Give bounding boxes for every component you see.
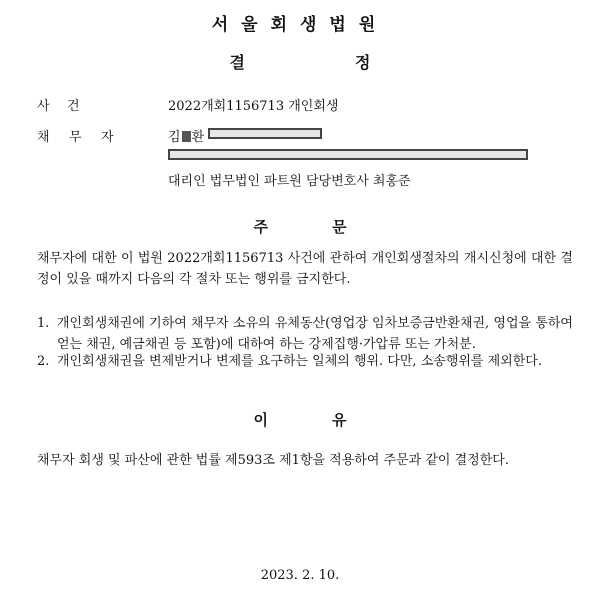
list-item: [37, 313, 573, 355]
case-label-char: 사: [37, 99, 50, 114]
order-heading: [0, 216, 600, 237]
case-label-char: 건: [67, 99, 80, 114]
list-item-number: 1.: [37, 316, 50, 331]
debtor-name-prefix: 김: [168, 130, 181, 145]
order-paragraph: 채무자에 대한 이 법원 2022개회1156713 사건에 관하여 개인회생절차의 개시신청에 대한 결정이 있을 때까지 다음의 각 절차 또는 행위를 금지한다.: [37, 251, 573, 287]
redaction-mark: [182, 131, 191, 142]
list-item-text: 개인회생채권에 기하여 채무자 소유의 유체동산(영업장 임차보증금반환채권, 영업을 통하여 얻는 채권, 예금채권 등 포함)에 대하여 하는 강제집행·가압류 또는 가처분.: [57, 316, 573, 352]
decision-date: 2023. 2. 10.: [260, 568, 340, 583]
reason-paragraph: 채무자 회생 및 파산에 관한 법률 제593조 제1항을 적용하여 주문과 같이 결정한다.: [37, 453, 509, 468]
list-item-number: 2.: [37, 354, 50, 369]
debtor-name: [168, 126, 204, 145]
debtor-label-char: 채: [37, 130, 50, 145]
order-heading-right: 문: [332, 218, 347, 236]
case-number: 2022개회1156713 개인회생: [168, 99, 339, 114]
case-label: [37, 95, 117, 114]
reason-heading-right: 유: [332, 411, 347, 429]
debtor-name-suffix: 환: [191, 130, 205, 145]
debtor-label-char: 무: [69, 130, 82, 145]
court-name: 서울회생법원: [211, 15, 389, 35]
redacted-debtor-id: [208, 128, 322, 139]
redacted-debtor-address: [168, 149, 528, 160]
debtor-label-char: 자: [101, 130, 114, 145]
document-title-right: 정: [355, 53, 371, 72]
reason-heading-left: 이: [253, 411, 268, 429]
document-title-left: 결: [229, 53, 245, 72]
document-title: [0, 50, 600, 73]
list-item-text: 개인회생채권을 변제받거나 변제를 요구하는 일체의 행위. 다만, 소송행위를 제외한다.: [57, 354, 542, 369]
debtor-label: [37, 126, 131, 145]
representative: 대리인 법무법인 파트원 담당변호사 최홍준: [168, 174, 411, 189]
reason-heading: [0, 409, 600, 430]
list-item: [37, 351, 573, 372]
order-heading-left: 주: [253, 218, 268, 236]
